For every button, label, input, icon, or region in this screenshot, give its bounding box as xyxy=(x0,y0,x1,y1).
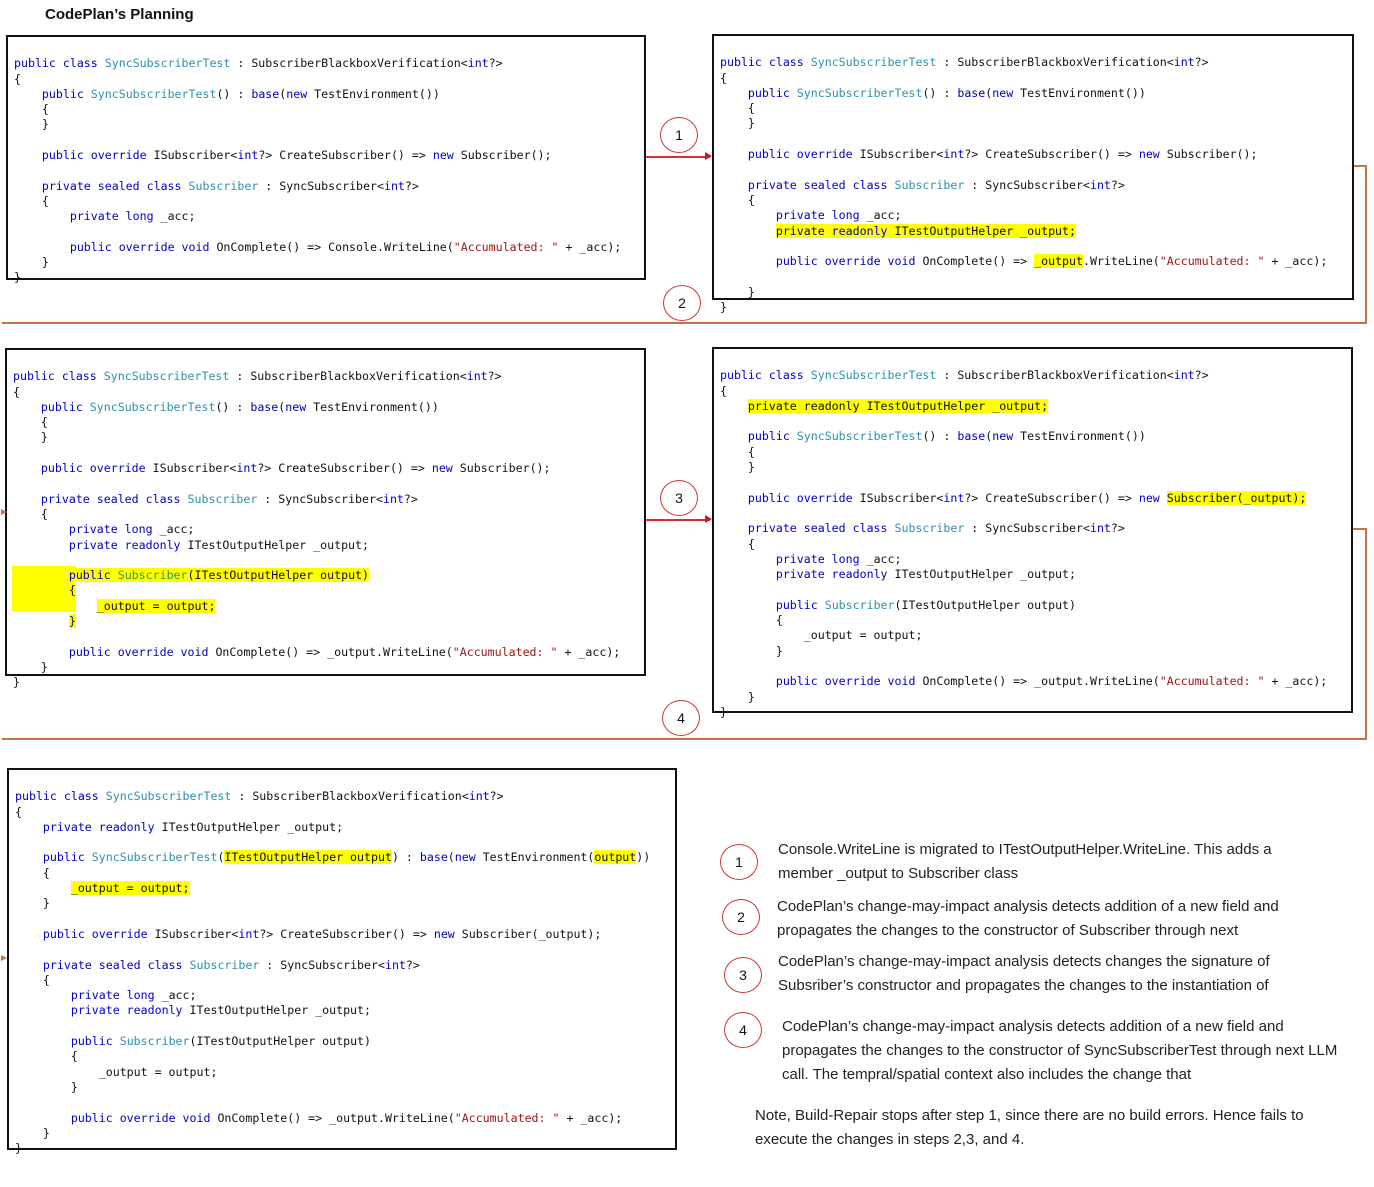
legend-circle-4: 4 xyxy=(724,1012,762,1048)
highlight-base-arg: output xyxy=(594,850,637,865)
arrow-step-3 xyxy=(646,519,710,521)
connector-step-2-bottom xyxy=(2,322,1367,324)
legend-text-3: CodePlan’s change-may-impact analysis detects changes the signature of Subsriber’s constructor and propagates the changes to the instantiation of xyxy=(778,953,1270,994)
highlight-added-field: private readonly ITestOutputHelper _output; xyxy=(747,398,1049,413)
step-circle-2: 2 xyxy=(663,285,701,321)
code-block: public class SyncSubscriberTest : SubscriberBlackboxVerification<int?> { private readonly ITestOutputHelper _output; public SyncSubscriberTest() : base(new TestEnvironment()) { } public override ISubscriber<int?> CreateSubscriber() => new Subscriber(_output); private sealed class Subscriber : SyncSubscriber<int?> { private long _acc; private readonly ITestOutputHelper _output; public Subscriber(ITestOutputHelper output) { _output = output; } public override void OnComplete() => _output.WriteLine("Accumulated: " + _acc); } } xyxy=(720,368,1328,719)
step-circle-3: 3 xyxy=(660,480,698,516)
connector-step-2-end xyxy=(1,509,7,515)
code-panel-after-step-4 xyxy=(7,768,677,1156)
highlight-ctor-param: ITestOutputHelper output xyxy=(224,850,392,865)
code-block: public class SyncSubscriberTest : SubscriberBlackboxVerification<int?> { public SyncSubscriberTest() : base(new TestEnvironment()) { } public override ISubscriber<int?> CreateSubscriber() => new Subscriber(); private sealed class Subscriber : SyncSubscriber<int?> { private long _acc; private readonly ITestOutputHelper _output; public override void OnComplete() => _output.WriteLine("Accumulated: " + _acc); } } xyxy=(720,55,1328,315)
connector-step-4-right xyxy=(1365,528,1367,740)
arrow-step-1 xyxy=(646,156,710,158)
highlight-ctor-assign: _output = output; xyxy=(70,881,190,896)
code-panel-after-step-1 xyxy=(712,34,1354,315)
step-circle-4: 4 xyxy=(662,700,700,736)
step-circle-1: 1 xyxy=(660,117,698,153)
highlight-output-ref: _output xyxy=(1034,254,1083,269)
legend-text-4: CodePlan’s change-may-impact analysis detects addition of a new field and propagates the changes to the constructor of SyncSubscriberTest through next LLM call. The tempral/spatial context also includes the change that xyxy=(782,1018,1338,1083)
legend-text-1: Console.WriteLine is migrated to ITestOutputHelper.WriteLine. This adds a member _output to Subscriber class xyxy=(778,841,1272,882)
code-panel-initial xyxy=(6,35,646,285)
connector-step-4-end xyxy=(1,955,7,961)
connector-step-4-bottom xyxy=(2,738,1367,740)
code-block: public class SyncSubscriberTest : SubscriberBlackboxVerification<int?> { public SyncSubscriberTest() : base(new TestEnvironment()) { } public override ISubscriber<int?> CreateSubscriber() => new Subscriber(); private sealed class Subscriber : SyncSubscriber<int?> { private long _acc; private readonly ITestOutputHelper _output; public Subscriber(ITestOutputHelper output) { _output = output; } public override void OnComplete() => _output.WriteLine("Accumulated: " + _acc); } } xyxy=(13,369,621,690)
diagram-title: CodePlan’s Planning xyxy=(45,6,194,23)
code-panel-after-step-2 xyxy=(5,348,646,690)
footnote: Note, Build-Repair stops after step 1, since there are no build errors. Hence fails to execute the changes in steps 2,3, and 4. xyxy=(755,1107,1304,1148)
legend-circle-2: 2 xyxy=(722,899,760,935)
code-panel-after-step-3 xyxy=(712,347,1353,719)
highlight-instantiation: Subscriber(_output); xyxy=(1166,490,1307,505)
code-block: public class SyncSubscriberTest : SubscriberBlackboxVerification<int?> { public SyncSubscriberTest() : base(new TestEnvironment()) { } public override ISubscriber<int?> CreateSubscriber() => new Subscriber(); private sealed class Subscriber : SyncSubscriber<int?> { private long _acc; public override void OnComplete() => Console.WriteLine("Accumulated: " + _acc); } } xyxy=(14,56,622,285)
legend-circle-3: 3 xyxy=(724,957,762,993)
code-block: public class SyncSubscriberTest : SubscriberBlackboxVerification<int?> { private readonly ITestOutputHelper _output; public SyncSubscriberTest(ITestOutputHelper output) : base(new TestEnvironment(output)) { _output = output; } public override ISubscriber<int?> CreateSubscriber() => new Subscriber(_output); private sealed class Subscriber : SyncSubscriber<int?> { private long _acc; private readonly ITestOutputHelper _output; public Subscriber(ITestOutputHelper output) { _output = output; } public override void OnComplete() => _output.WriteLine("Accumulated: " + _acc); } } xyxy=(15,789,651,1156)
legend-text-2: CodePlan’s change-may-impact analysis detects addition of a new field and propagates the changes to the constructor of Subscriber through next xyxy=(777,898,1279,939)
connector-step-2-right xyxy=(1365,165,1367,324)
legend-circle-1: 1 xyxy=(720,844,758,880)
highlight-added-field: private readonly ITestOutputHelper _output; xyxy=(775,223,1076,238)
